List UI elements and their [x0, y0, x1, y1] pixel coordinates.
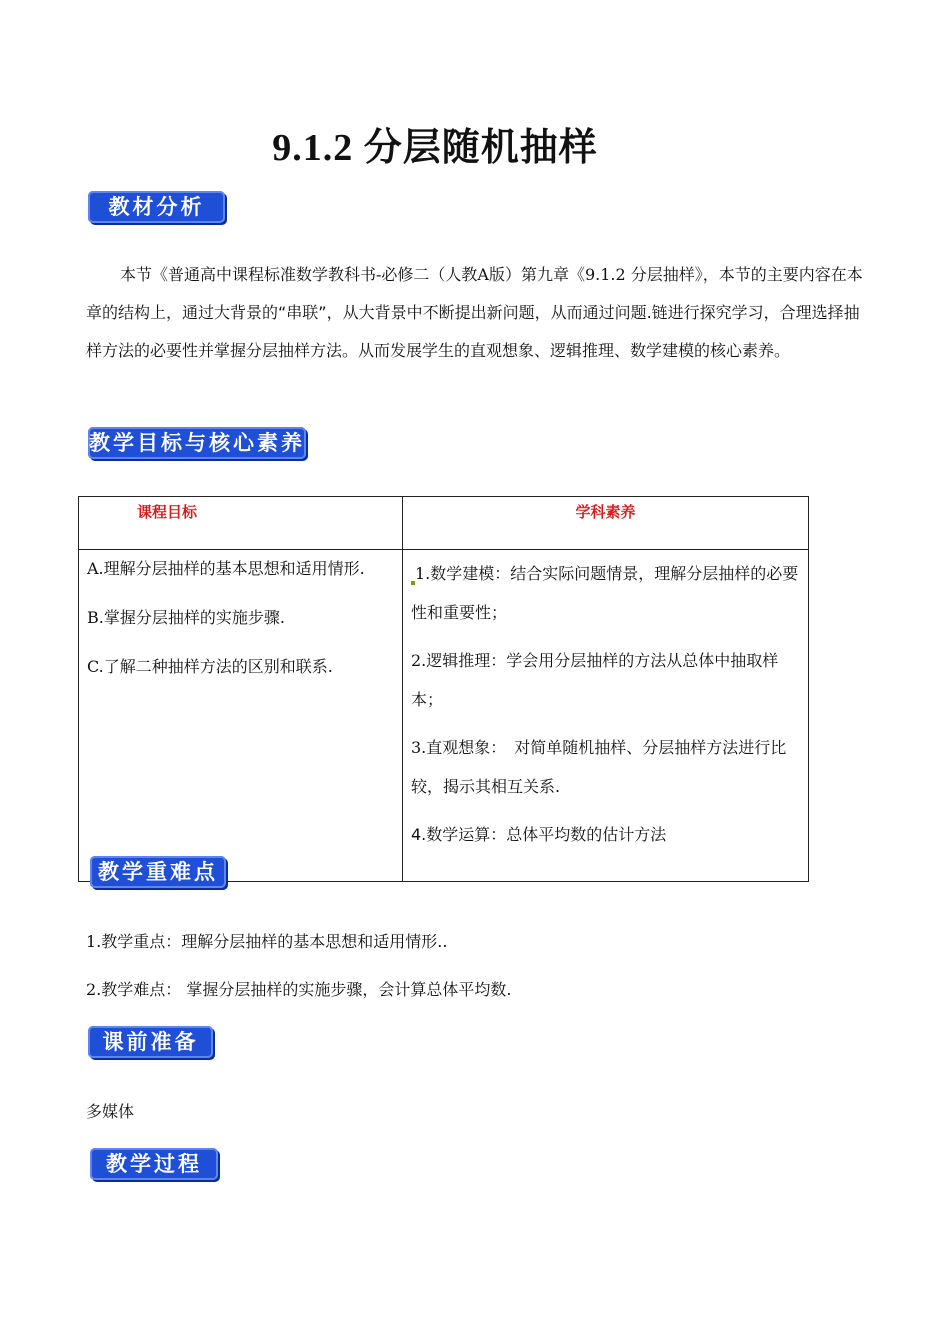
page-title: 9.1.2 分层随机抽样: [272, 127, 598, 169]
table-body-row: [79, 550, 809, 882]
section-badge-process: 教学过程: [90, 1148, 218, 1180]
table-header-row: [79, 497, 809, 550]
literacy-item: 3.直观想象： 对简单随机抽样、分层抽样方法进行比较，揭示其相互关系.: [411, 738, 787, 796]
analysis-text-3: 从而发展学生的直观想象、逻辑推理、数学建模的核心素养。: [358, 341, 791, 360]
section-badge-keypoints: 教学重难点: [90, 856, 226, 888]
literacy-item: 4.数学运算：总体平均数的估计方法: [411, 825, 667, 844]
literacy-item: 2.逻辑推理：学会用分层抽样的方法从总体中抽取样本；: [411, 651, 779, 709]
header-course-objectives: 课程目标: [79, 497, 403, 550]
literacy-item: 1.数学建模：结合实际问题情景，理解分层抽样的必要性和重要性；: [411, 564, 799, 622]
key-point-line: 1.教学重点：理解分层抽样的基本思想和适用情形..: [86, 932, 448, 951]
objective-item: A.理解分层抽样的基本思想和适用情形.: [87, 559, 365, 578]
objective-item: C.了解二种抽样方法的区别和联系.: [87, 657, 333, 676]
objective-item: B.掌握分层抽样的实施步骤.: [87, 608, 285, 627]
preparation-text: 多媒体: [86, 1102, 135, 1121]
analysis-text-2: 本节的主要内容在本章的结构上，通过大背景的“串联”，从大背景中不断提出新问题，从而通过问题.链进行探究学习，合理选择抽样方法的必要性并掌握分层抽样方法。: [86, 265, 863, 360]
analysis-paragraph: [86, 256, 868, 370]
section-badge-preparation: 课前准备: [88, 1026, 213, 1058]
literacy-cell: [403, 550, 809, 882]
section-badge-analysis: 教材分析: [88, 191, 225, 223]
difficulty-line: 2.教学难点： 掌握分层抽样的实施步骤，会计算总体平均数.: [86, 980, 512, 999]
objectives-cell: [79, 550, 403, 882]
goals-table: [78, 496, 809, 882]
header-subject-literacy: 学科素养: [403, 497, 809, 550]
analysis-text-1: 本节《普通高中课程标准数学教科书-必修二（人教A版）第九章《9.1.2 分层抽样》，: [120, 265, 719, 284]
section-badge-goals: 教学目标与核心素养: [88, 427, 306, 459]
